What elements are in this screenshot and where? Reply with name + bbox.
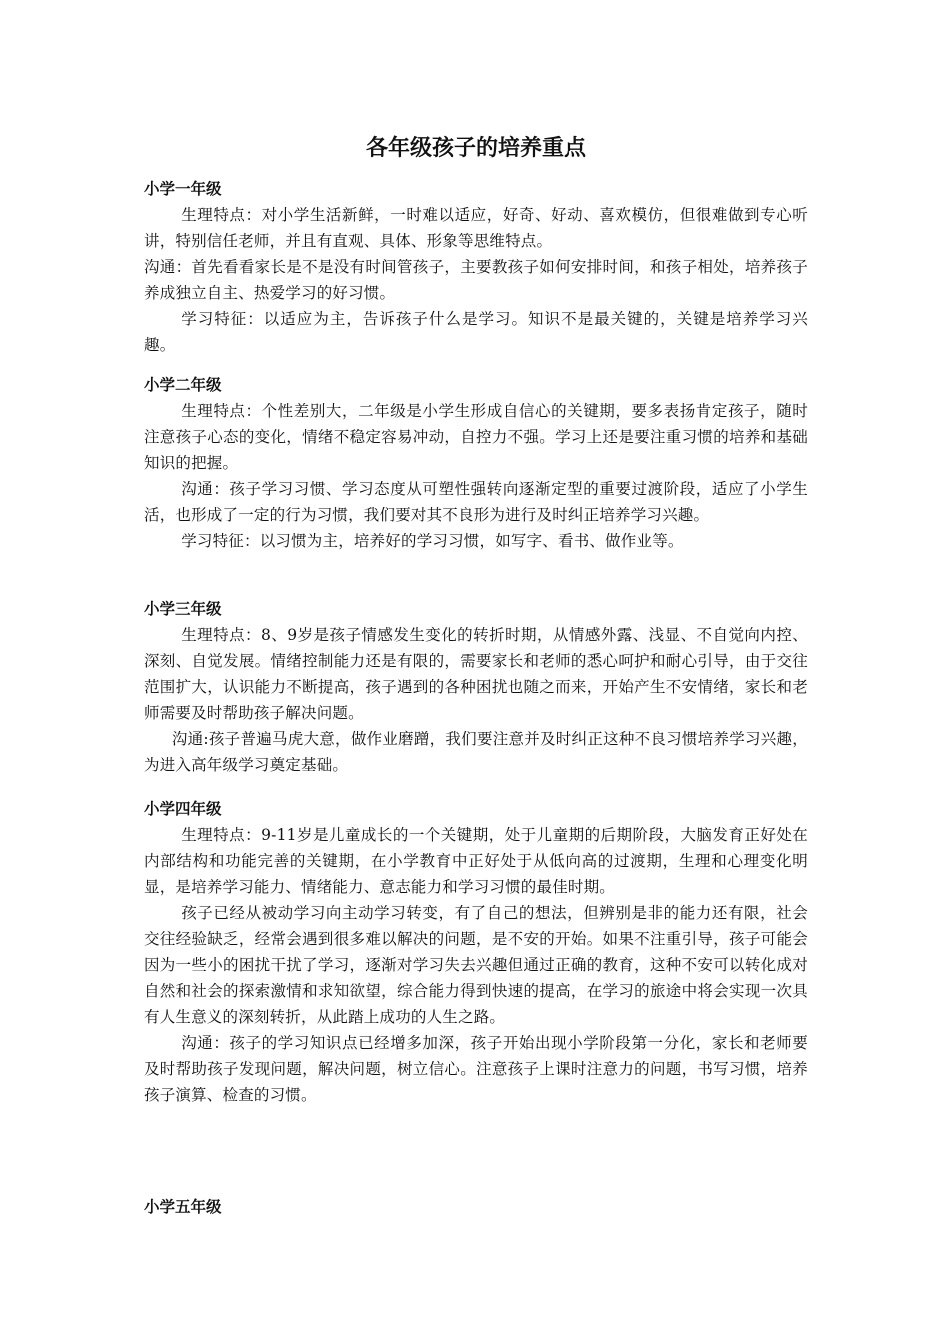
- paragraph: 学习特征：以适应为主，告诉孩子什么是学习。知识不是最关键的，关键是培养学习兴趣。: [144, 310, 808, 354]
- paragraph: 沟通：首先看看家长是不是没有时间管孩子，主要教孩子如何安排时间，和孩子相处，培养孩子养成独立自主、热爱学习的好习惯。: [144, 258, 808, 302]
- section-heading: 小学三年级: [144, 600, 222, 618]
- section-heading: 小学四年级: [144, 800, 222, 818]
- paragraph: 学习特征：以习惯为主，培养好的学习习惯，如写字、看书、做作业等。: [181, 532, 684, 550]
- document-title: 各年级孩子的培养重点: [365, 136, 586, 161]
- paragraph: 生理特点：9-11岁是儿童成长的一个关键期，处于儿童期的后期阶段，大脑发育正好处在内部结构和功能完善的关键期，在小学教育中正好处于从低向高的过渡期，生理和心理变化明显，是培养学习能力、情绪能力、意志能力和学习习惯的最佳时期。: [144, 826, 808, 896]
- section-grade-3: [144, 596, 808, 778]
- paragraph: 沟通：孩子的学习知识点已经增多加深，孩子开始出现小学阶段第一分化，家长和老师要及时帮助孩子发现问题，解决问题，树立信心。注意孩子上课时注意力的问题，书写习惯，培养孩子演算、检查的习惯。: [144, 1034, 808, 1104]
- section-heading: 小学二年级: [144, 376, 222, 394]
- paragraph: 生理特点：8、9岁是孩子情感发生变化的转折时期，从情感外露、浅显、不自觉向内控、深刻、自觉发展。情绪控制能力还是有限的，需要家长和老师的悉心呵护和耐心引导，由于交往范围扩大，认识能力不断提高，孩子遇到的各种困扰也随之而来，开始产生不安情绪，家长和老师需要及时帮助孩子解决问题。: [144, 626, 808, 722]
- section-heading: 小学一年级: [144, 180, 222, 198]
- section-grade-5: [144, 1194, 808, 1220]
- section-grade-1: [144, 176, 808, 358]
- section-grade-4: [144, 796, 808, 1108]
- paragraph: 沟通：孩子学习习惯、学习态度从可塑性强转向逐渐定型的重要过渡阶段，适应了小学生活，也形成了一定的行为习惯，我们要对其不良形为进行及时纠正培养学习兴趣。: [144, 480, 808, 524]
- section-grade-2: [144, 372, 808, 554]
- paragraph: 生理特点：个性差别大，二年级是小学生形成自信心的关键期，要多表扬肯定孩子，随时注意孩子心态的变化，情绪不稳定容易冲动，自控力不强。学习上还是要注重习惯的培养和基础知识的把握。: [144, 402, 808, 472]
- paragraph: 生理特点：对小学生活新鲜，一时难以适应，好奇、好动、喜欢模仿，但很难做到专心听讲，特别信任老师，并且有直观、具体、形象等思维特点。: [144, 206, 808, 250]
- paragraph: 孩子已经从被动学习向主动学习转变，有了自己的想法，但辨别是非的能力还有限，社会交往经验缺乏，经常会遇到很多难以解决的问题，是不安的开始。如果不注重引导，孩子可能会因为一些小的困扰干扰了学习，逐渐对学习失去兴趣但通过正确的教育，这种不安可以转化成对自然和社会的探索激情和求知欲望，综合能力得到快速的提高，在学习的旅途中将会实现一次具有人生意义的深刻转折，从此踏上成功的人生之路。: [144, 904, 808, 1026]
- paragraph: 沟通:孩子普遍马虎大意，做作业磨蹭，我们要注意并及时纠正这种不良习惯培养学习兴趣，为进入高年级学习奠定基础。: [144, 730, 808, 774]
- section-heading: 小学五年级: [144, 1198, 222, 1216]
